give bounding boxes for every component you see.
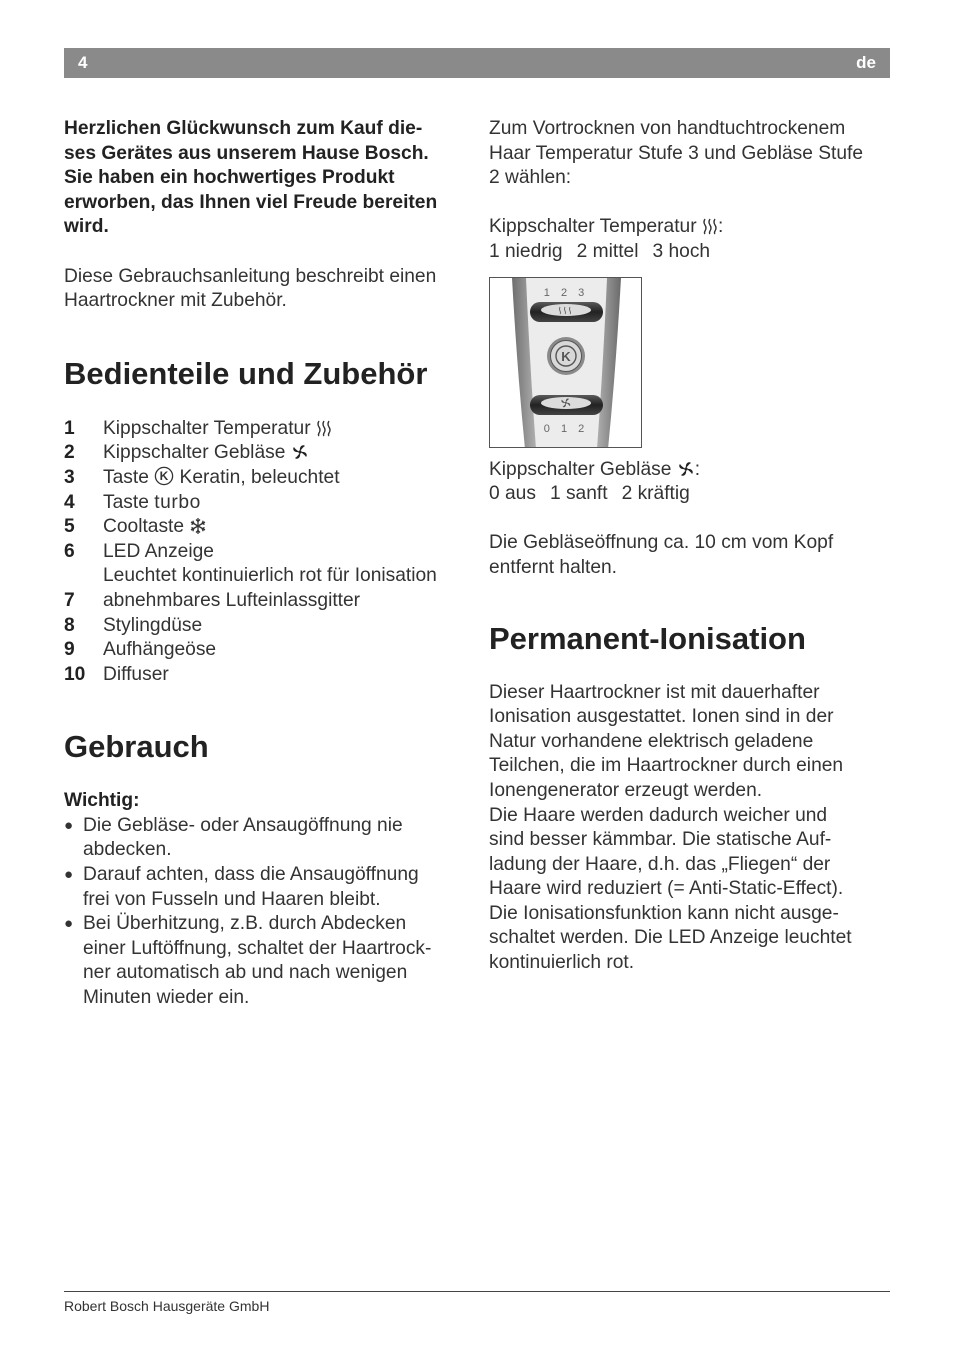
predry-instruction: Zum Vortrocknen von handtuchtrockenem Haar Temperatur Stufe 3 und Gebläse Stufe 2 wählen:	[489, 118, 864, 189]
list-item: 9 Aufhängeöse	[64, 639, 217, 661]
list-item: 1 Kippschalter Temperatur	[64, 417, 466, 442]
list-item: 3 Taste K Keratin, beleuchtet	[64, 466, 340, 488]
intro-paragraph: Herzlichen Glückwunsch zum Kauf die- ses Gerätes aus unserem Hause Bosch. Sie haben ein hochwertiges Produkt erworben, das Ihnen viel Freude bereiten wird.	[64, 118, 438, 238]
list-item: 7 abnehmbares Lufteinlassgitter	[64, 589, 361, 611]
manual-description: Diese Gebrauchsanleitung beschreibt einen Haartrockner mit Zubehör.	[64, 265, 437, 312]
distance-note: Die Gebläseöffnung ca. 10 cm vom Kopf entfernt halten.	[489, 532, 834, 578]
page-header-bar	[64, 48, 890, 78]
list-item: ● Die Gebläse- oder Ansaugöffnung nie abdecken.	[64, 814, 466, 863]
footer-divider	[64, 1291, 890, 1292]
keratin-button-letter: K	[561, 348, 571, 364]
section-heading-usage: Gebrauch	[64, 729, 209, 765]
list-item: 10 Diffuser	[64, 663, 169, 685]
keratin-k-icon	[154, 466, 174, 486]
fan-icon	[291, 443, 309, 461]
ionisation-text: Dieser Haartrockner ist mit dauerhafter Ionisation ausgestattet. Ionen sind in der Natur vorhandene elektrisch geladene Teilchen, die im Haartrockner durch einen Ionengenerator erzeugt werden. Die Haare werden dadurch weicher und sind besser kämmbar. Die statische Auf- ladung der Haare, d.h. das „Fliegen“ der Haare wird reduziert (= Anti-Static-Effect). Die Ionisationsfunktion kann nicht ausge- schaltet werden. Die LED Anzeige leuchtet kontinuierlich rot.	[489, 681, 852, 974]
important-label: Wichtig:	[64, 790, 140, 812]
parts-list	[64, 417, 466, 688]
list-item: 5 Cooltaste	[64, 515, 466, 540]
list-item: ● Darauf achten, dass die Ansaugöffnung frei von Fusseln und Haaren bleibt.	[64, 863, 466, 912]
turbo-label: turbo	[154, 491, 201, 513]
footer-company: Robert Bosch Hausgeräte GmbH	[64, 1298, 270, 1314]
section-heading-controls: Bedienteile und Zubehör	[64, 355, 428, 391]
temp-levels: 1 niedrig 2 mittel 3 hoch	[489, 240, 711, 262]
fan-switch-label: Kippschalter Gebläse :	[489, 458, 701, 480]
heat-waves-icon	[702, 217, 718, 235]
fan-scale-text: 0 1 2	[543, 422, 589, 435]
list-item: 8 Stylingdüse	[64, 614, 203, 636]
list-item: 4 Taste turbo	[64, 491, 201, 513]
temp-switch-label: Kippschalter Temperatur :	[489, 216, 724, 238]
section-heading-ionisation: Permanent-Ionisation	[489, 620, 806, 656]
warning-list	[64, 814, 466, 1011]
left-column	[64, 117, 466, 1011]
temp-scale-text: 1 2 3	[543, 286, 589, 299]
language-code: de	[856, 53, 876, 72]
heat-waves-icon	[316, 419, 332, 437]
list-item: 6 LED Anzeige Leuchtet kontinuierlich rot für Ionisation	[64, 540, 437, 587]
fan-icon	[677, 460, 695, 478]
fan-levels: 0 aus 1 sanft 2 kräftig	[489, 483, 690, 505]
page-number: 4	[78, 53, 88, 72]
snowflake-icon	[189, 517, 207, 535]
control-panel-photo	[489, 277, 642, 448]
right-column	[489, 117, 893, 976]
hairdryer-handle-illustration	[490, 278, 642, 448]
svg-text:K: K	[159, 469, 169, 484]
list-item: ● Bei Überhitzung, z.B. durch Abdecken einer Luftöffnung, schaltet der Haartrock- ner automatisch ab und nach wenigen Minuten wieder ein.	[64, 912, 466, 1010]
list-item: 2 Kippschalter Gebläse	[64, 441, 466, 466]
